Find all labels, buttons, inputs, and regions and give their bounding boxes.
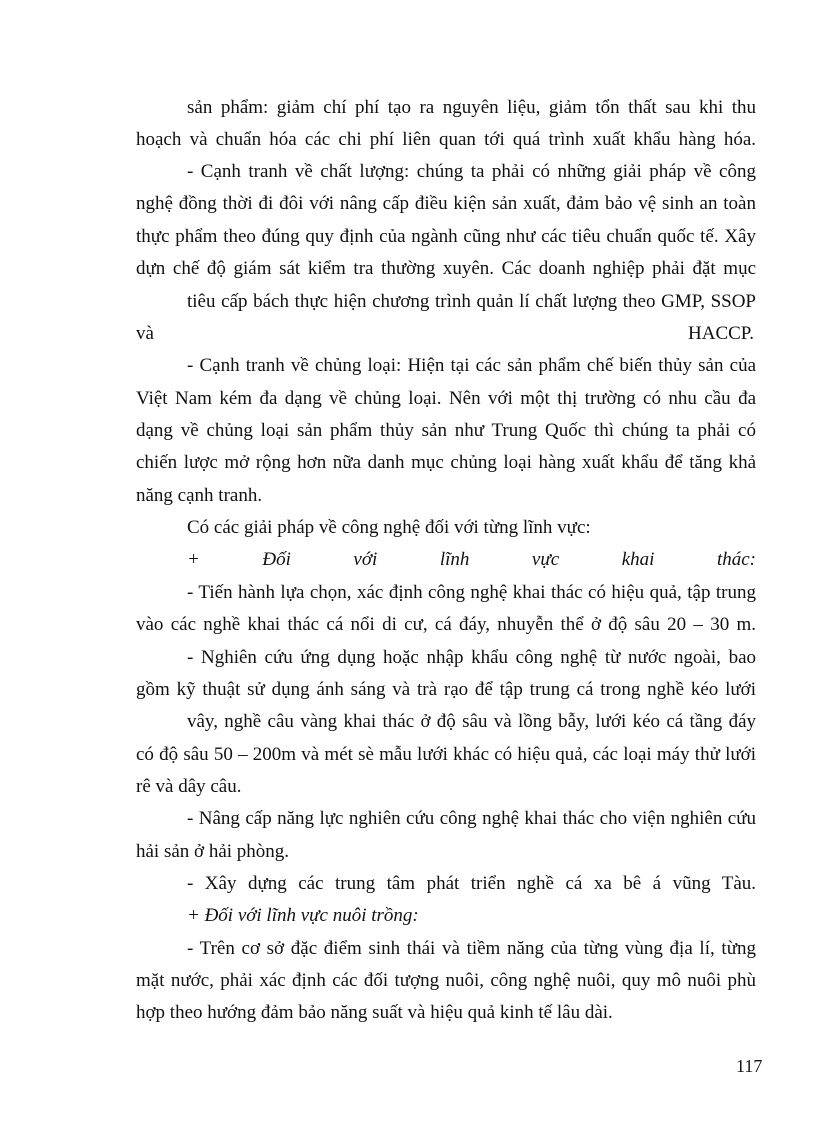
text-line: - Xây dựng các trung tâm phát triển nghề cá xa bê á vũng Tàu. — [187, 873, 756, 894]
text-line: Có các giải pháp về công nghệ đối với từng lĩnh vực: — [187, 517, 591, 538]
text-line: vào các nghề khai thác cá nổi di cư, cá đáy, nhuyễn thể ở độ sâu 20 – 30 m. — [136, 614, 756, 635]
text-line: Việt Nam kém đa dạng về chủng loại. Nên với một thị trường có nhu cầu đa — [136, 388, 756, 409]
text-line: vây, nghề câu vàng khai thác ở độ sâu và lồng bẫy, lưới kéo cá tầng đáy — [187, 711, 756, 732]
text-line: tiêu cấp bách thực hiện chương trình quản lí chất lượng theo GMP, SSOP — [187, 291, 756, 312]
text-line: hợp theo hướng đảm bảo năng suất và hiệu quả kinh tế lâu dài. — [136, 1002, 613, 1023]
text-line: dạng về chủng loại sản phẩm thủy sản như Trung Quốc thì chúng ta phải có — [136, 420, 756, 441]
section-heading: + Đối với lĩnh vực nuôi trồng: — [187, 905, 419, 926]
text-line: - Nâng cấp năng lực nghiên cứu công nghệ khai thác cho viện nghiên cứu — [187, 808, 756, 829]
text-line: rê và dây câu. — [136, 776, 242, 797]
text-line: hải sản ở hải phòng. — [136, 841, 290, 862]
text-line: sản phẩm: giảm chí phí tạo ra nguyên liệu, giảm tổn thất sau khi thu — [187, 97, 756, 118]
text-line: dựn chế độ giám sát kiểm tra thường xuyên. Các doanh nghiệp phải đặt mục — [136, 258, 756, 279]
text-line: gồm kỹ thuật sử dụng ánh sáng và trà rạo để tập trung cá trong nghề kéo lưới — [136, 679, 756, 700]
text-line: và — [136, 323, 154, 344]
text-line: HACCP. — [688, 323, 754, 344]
text-line: thực phẩm theo đúng quy định của ngành cũng như các tiêu chuẩn quốc tế. Xây — [136, 226, 756, 247]
text-line: - Nghiên cứu ứng dụng hoặc nhập khẩu công nghệ từ nước ngoài, bao — [187, 647, 756, 668]
text-line: - Trên cơ sở đặc điểm sinh thái và tiềm năng của từng vùng địa lí, từng — [187, 938, 756, 959]
text-line: hoạch và chuẩn hóa các chi phí liên quan tới quá trình xuất khẩu hàng hóa. — [136, 129, 756, 150]
section-heading: + Đối với lĩnh vực khai thác: — [187, 549, 756, 570]
text-line: - Tiến hành lựa chọn, xác định công nghệ khai thác có hiệu quả, tập trung — [187, 582, 756, 603]
text-line: chiến lược mở rộng hơn nữa danh mục chủng loại hàng xuất khẩu để tăng khả — [136, 452, 756, 473]
text-line: nghệ đồng thời đi đôi với nâng cấp điều kiện sản xuất, đảm bảo vệ sinh an toàn — [136, 193, 756, 214]
text-line: có độ sâu 50 – 200m và mét sè mẫu lưới khác có hiệu quả, các loại máy thử lưới — [136, 744, 756, 765]
text-line: năng cạnh tranh. — [136, 485, 263, 506]
text-line: - Cạnh tranh về chất lượng: chúng ta phải có những giải pháp về công — [187, 161, 756, 182]
text-line: - Cạnh tranh về chủng loại: Hiện tại các sản phẩm chế biến thủy sản của — [187, 355, 756, 376]
page-number: 117 — [736, 1056, 763, 1076]
text-line: mặt nước, phải xác định các đối tượng nuôi, công nghệ nuôi, quy mô nuôi phù — [136, 970, 756, 991]
